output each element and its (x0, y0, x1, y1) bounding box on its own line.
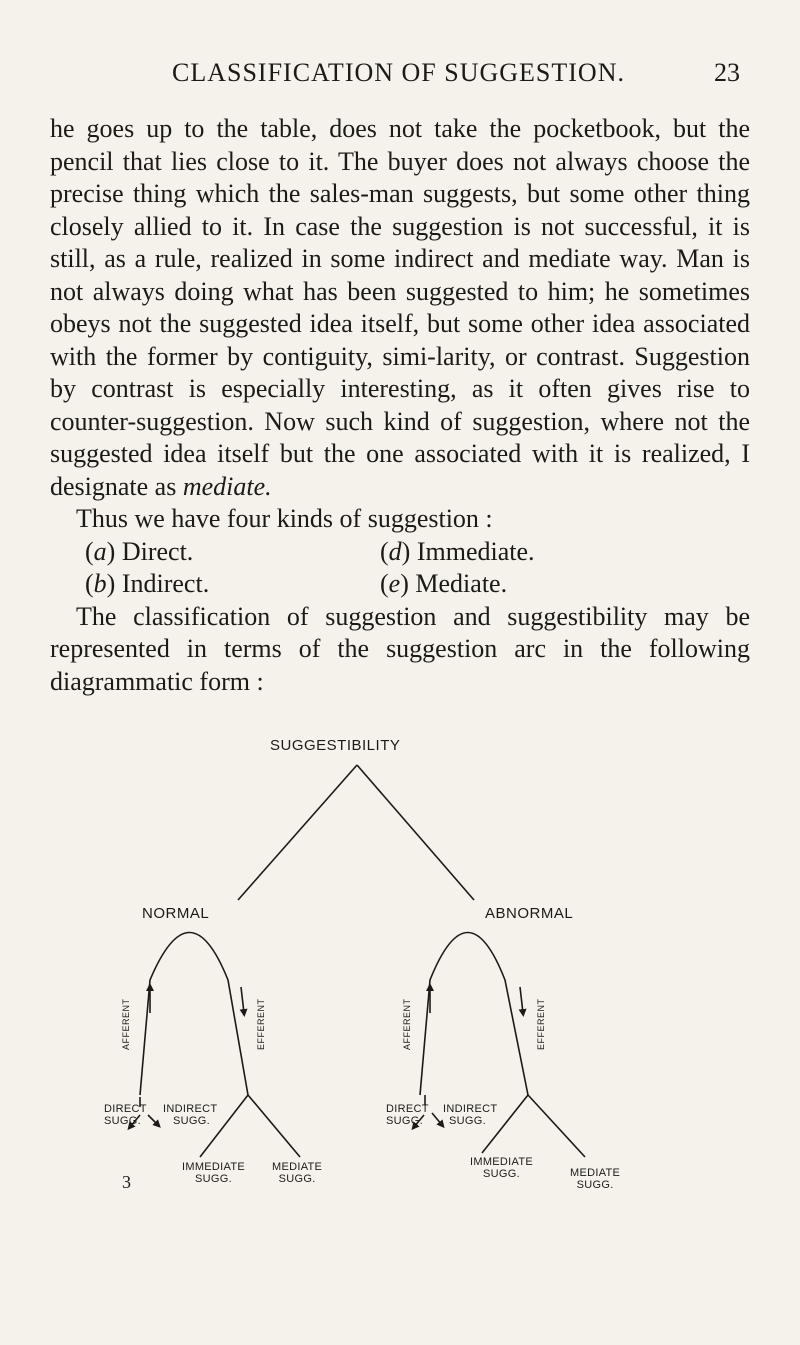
indirect-text: INDIRECT (163, 1103, 218, 1115)
label-immediate-normal (182, 1161, 245, 1185)
label-afferent-abnormal: AFFERENT (402, 998, 412, 1050)
kind-d-label: Immediate. (416, 536, 535, 566)
running-head: CLASSIFICATION OF SUGGESTION. (172, 58, 625, 87)
label-afferent-normal: AFFERENT (121, 998, 131, 1050)
kind-e-label: Mediate. (415, 569, 508, 598)
label-indirect-abnormal (443, 1103, 497, 1127)
suggestion-diagram (0, 695, 800, 1345)
kind-a-label: Direct. (121, 536, 194, 566)
branch-mediate-abnormal (528, 1095, 585, 1157)
kind-a: (a) Direct. (85, 536, 194, 566)
normal-arc (140, 933, 248, 1096)
kind-e: (e) Mediate. (380, 569, 508, 598)
efferent-arrow-abnormal (520, 987, 523, 1013)
page-header (0, 58, 800, 98)
label-mediate-normal (272, 1161, 322, 1185)
kind-d: (d) Immediate. (380, 536, 535, 566)
kind-a-marker: a (93, 536, 107, 566)
kind-b-marker: b (93, 569, 107, 598)
label-direct-normal (104, 1103, 147, 1127)
direct-sugg-text: SUGG. (104, 1115, 141, 1127)
immediate-text: IMMEDIATE (470, 1156, 533, 1168)
label-abnormal: ABNORMAL (485, 905, 574, 922)
kind-b: (b) Indirect. (85, 569, 210, 598)
efferent-arrow-normal (241, 987, 244, 1013)
label-direct-abnormal (386, 1103, 429, 1127)
label-immediate-abnormal (470, 1156, 533, 1180)
indirect-sugg-text: SUGG. (449, 1115, 486, 1127)
kind-e-marker: e (388, 569, 401, 598)
label-mediate-abnormal (570, 1167, 620, 1191)
immediate-sugg-text: SUGG. (195, 1173, 232, 1185)
mediate-sugg-text: SUGG. (576, 1179, 614, 1191)
kinds-list (50, 536, 750, 601)
label-normal: NORMAL (142, 905, 210, 922)
plate-number: 3 (122, 1172, 131, 1192)
direct-text: DIRECT (104, 1103, 147, 1115)
indirect-sugg-text: SUGG. (173, 1115, 210, 1127)
immediate-sugg-text: SUGG. (483, 1168, 520, 1180)
paragraph-2: Thus we have four kinds of suggestion : (76, 504, 493, 533)
mediate-text: MEDIATE (272, 1161, 323, 1173)
paragraph-3: The classification of suggestion and suggestibility may be represented in terms of the suggestion arc in the following diagrammatic form : (50, 601, 750, 696)
paragraph-1-text: he goes up to the table, does not take the pocketbook, but the pencil that lies close to it. The buyer does not always choose the precise thing which the sales-man suggests, but some other thing closely allied to it. In case the suggestion is not successful, it is still, as a rule, realized in some indirect and mediate way. Man is not always doing what has been suggested to him; he sometimes obeys not the suggested idea itself, but some other idea associated with the former by contiguity, simi-larity, or contrast. Suggestion by contrast is especially interesting, as it often gives rise to counter-suggestion. Now such kind of suggestion, where not the suggested idea itself but the one associated with it is realized, I designate as (50, 114, 750, 501)
label-efferent-normal: EFFERENT (256, 998, 266, 1050)
page-number: 23 (714, 58, 740, 87)
branch-mediate-normal (248, 1095, 300, 1157)
direct-sugg-text: SUGG. (386, 1115, 423, 1127)
kind-b-label: Indirect. (121, 569, 210, 598)
link-abnormal (357, 765, 474, 900)
diagram-lines (0, 695, 800, 1345)
mediate-text: MEDIATE (570, 1167, 621, 1179)
label-indirect-normal (163, 1103, 217, 1127)
paragraph-1 (50, 113, 750, 503)
direct-text: DIRECT (386, 1103, 429, 1115)
abnormal-arc (420, 933, 528, 1096)
body-text (50, 113, 750, 698)
kind-d-marker: d (388, 536, 402, 566)
link-normal (238, 765, 357, 900)
label-efferent-abnormal: EFFERENT (536, 998, 546, 1050)
indirect-text: INDIRECT (443, 1103, 498, 1115)
mediate-sugg-text: SUGG. (278, 1173, 316, 1185)
label-suggestibility: SUGGESTIBILITY (270, 737, 401, 754)
mediate-term: mediate. (182, 471, 272, 501)
immediate-text: IMMEDIATE (182, 1161, 245, 1173)
indirect-arrow-abnormal (432, 1113, 442, 1125)
indirect-arrow-normal (148, 1115, 158, 1125)
